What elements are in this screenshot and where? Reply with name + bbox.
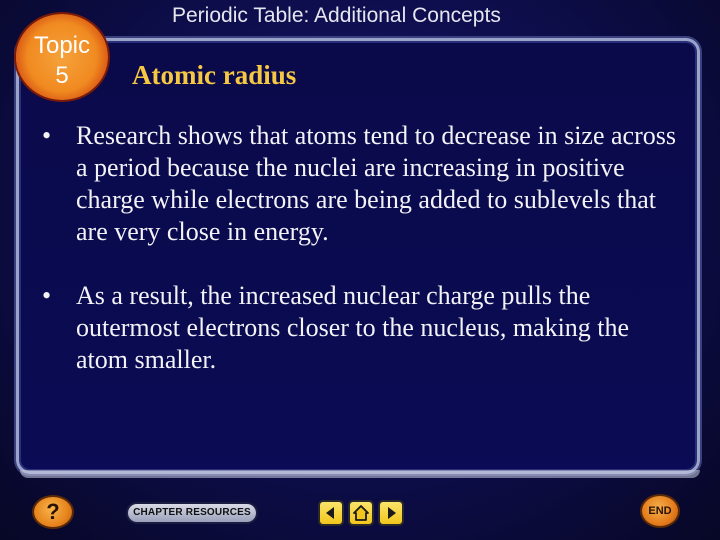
home-icon [350, 502, 372, 524]
previous-icon [320, 502, 342, 524]
topic-label: Topic [33, 32, 91, 59]
chapter-resources-button[interactable]: CHAPTER RESOURCES [128, 504, 256, 522]
previous-button[interactable] [320, 502, 342, 524]
bullet-text: Research shows that atoms tend to decrease in size across a period because the nuclei are increasing in positive charge while electrons are being added to sublevels that are very close in energy. [76, 121, 676, 246]
topic-badge [16, 14, 108, 100]
next-button[interactable] [380, 502, 402, 524]
bullet-dot: • [42, 281, 52, 310]
bullet-dot: • [42, 121, 52, 150]
header-title: Periodic Table: Additional Concepts [172, 4, 501, 27]
help-icon: ? [46, 499, 60, 524]
topic-number: 5 [55, 62, 69, 89]
home-button[interactable] [350, 502, 372, 524]
end-button[interactable]: END [642, 496, 678, 526]
panel-shadow [20, 470, 700, 478]
bullet-item [42, 120, 682, 248]
bullet-text: As a result, the increased nuclear charge pulls the outermost electrons closer to the nucleus, making the atom smaller. [76, 281, 630, 374]
bullet-list [42, 120, 682, 408]
slide-title: Atomic radius [132, 60, 297, 90]
next-icon [380, 502, 402, 524]
bullet-item [42, 280, 682, 376]
help-button[interactable] [34, 497, 72, 527]
